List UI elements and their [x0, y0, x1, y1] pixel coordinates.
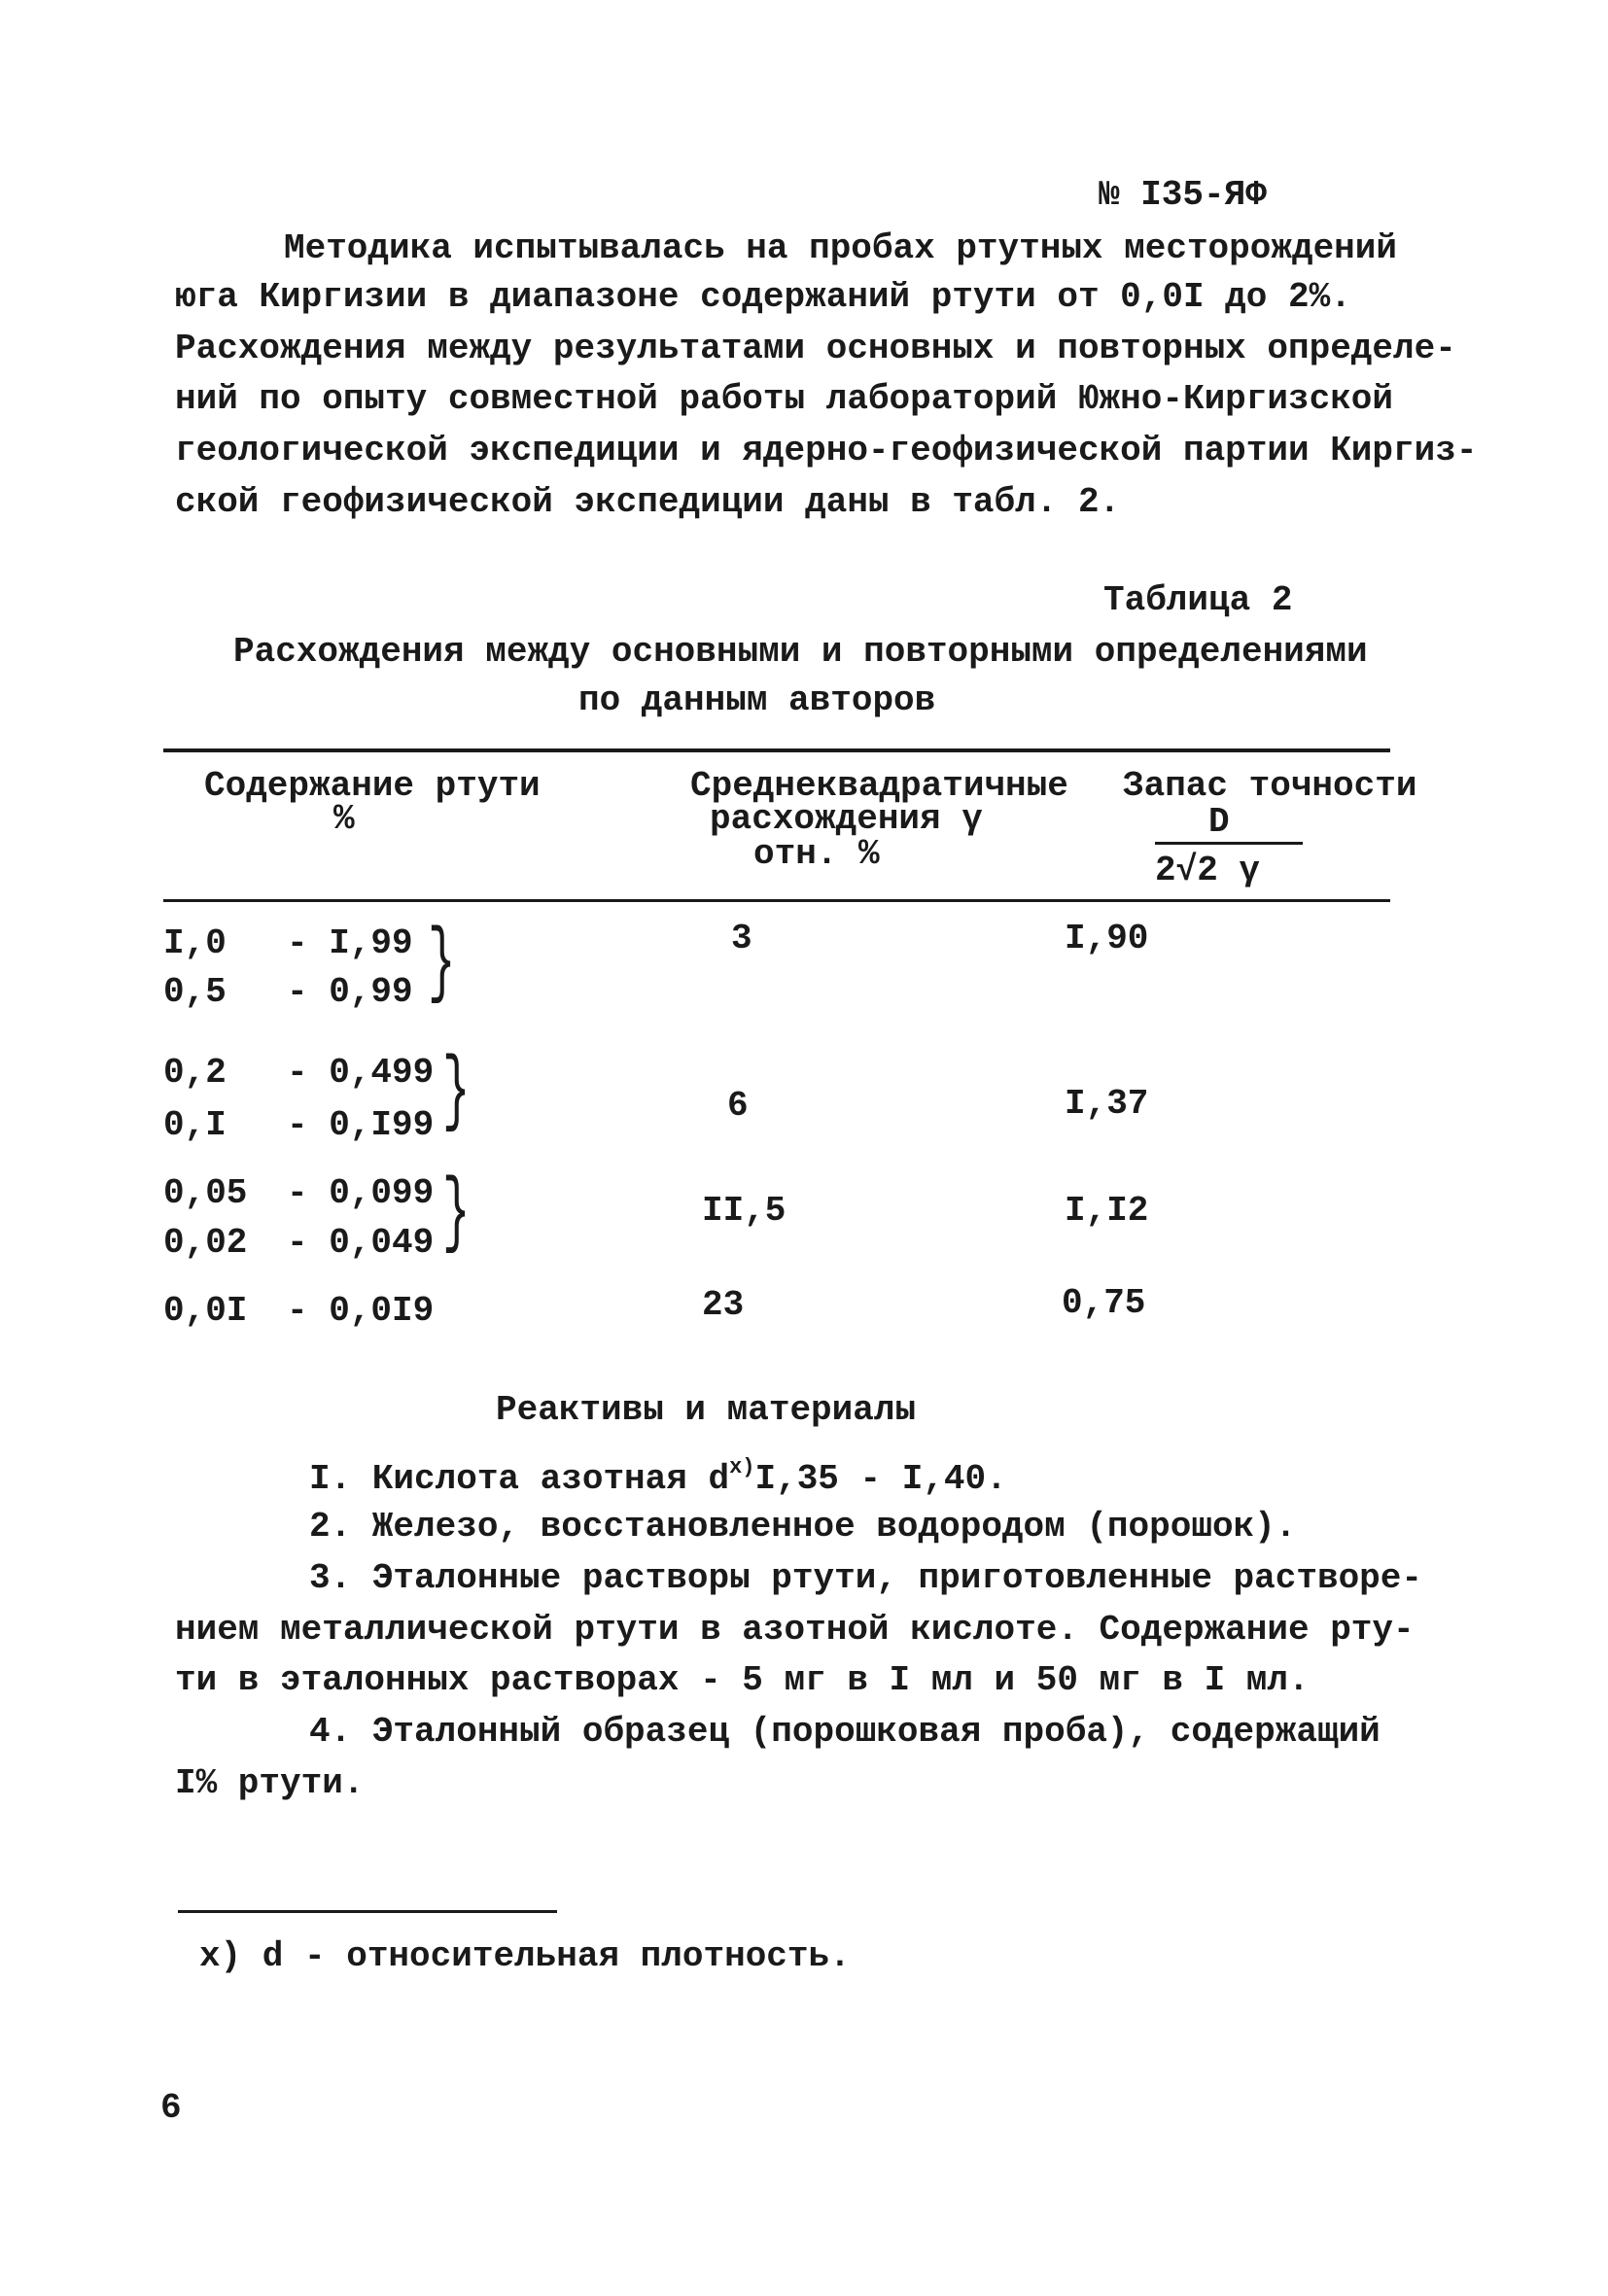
reserve-value: 0,75: [1062, 1283, 1146, 1323]
intro-line: геологической экспедиции и ядерно-геофизической партии Киргиз-: [175, 431, 1478, 470]
range-to: - 0,049: [287, 1223, 435, 1263]
reserve-value: I,90: [1065, 919, 1149, 958]
reagent-item-text: I,35 - I,40.: [754, 1459, 1007, 1499]
reagent-item: [309, 1455, 1007, 1499]
page-number: 6: [160, 2088, 182, 2128]
table-top-rule: [163, 748, 1390, 752]
intro-line: юга Киргизии в диапазоне содержаний ртути от 0,0I до 2%.: [175, 277, 1351, 317]
range-from: 0,02: [163, 1223, 248, 1263]
footnote-marker: x): [729, 1455, 755, 1479]
reagent-item-text: I. Кислота азотная d: [309, 1459, 730, 1499]
rms-value: 3: [731, 919, 752, 958]
header-rms-label: Среднеквадратичные: [690, 766, 1068, 806]
reagents-heading: Реактивы и материалы: [496, 1390, 917, 1430]
header-content-label: Содержание ртути: [204, 766, 541, 806]
range-brace: }: [428, 916, 456, 1011]
reagent-line: 3. Эталонные растворы ртути, приготовленные растворе-: [309, 1558, 1422, 1598]
rms-value: II,5: [702, 1191, 787, 1231]
range-from: I,0: [163, 923, 227, 963]
table-caption: Расхождения между основными и повторными определениями: [233, 632, 1368, 672]
header-reserve-label: Запас точности: [1123, 766, 1417, 806]
rms-value: 23: [702, 1285, 745, 1325]
footnote: x) d - относительная плотность.: [199, 1936, 851, 1976]
reagent-line: I% ртути.: [175, 1763, 365, 1803]
header-content-unit: %: [333, 799, 355, 839]
header-rms-unit: отн. %: [753, 834, 880, 874]
intro-line: ской геофизической экспедиции даны в табл. 2.: [175, 482, 1121, 522]
header-rms-label-2: расхождения γ: [710, 799, 983, 839]
table-label: Таблица 2: [1103, 580, 1293, 620]
rms-value: 6: [727, 1086, 749, 1126]
range-to: - 0,0I9: [287, 1291, 435, 1331]
range-to: - 0,099: [287, 1173, 435, 1213]
fraction-bar: [1155, 842, 1303, 845]
range-to: - I,99: [287, 923, 413, 963]
range-from: 0,I: [163, 1105, 227, 1145]
header-reserve-denominator: 2√2 γ: [1155, 851, 1261, 890]
reagent-line: ти в эталонных растворах - 5 мг в I мл и 50 мг в I мл.: [175, 1660, 1310, 1700]
reserve-value: I,37: [1065, 1084, 1149, 1124]
range-to: - 0,I99: [287, 1105, 435, 1145]
range-to: - 0,499: [287, 1053, 435, 1093]
reagent-line: 4. Эталонный образец (порошковая проба), содержащий: [309, 1712, 1381, 1752]
range-from: 0,05: [163, 1173, 248, 1213]
table-caption-line2: по данным авторов: [578, 680, 936, 720]
reserve-value: I,I2: [1065, 1191, 1149, 1231]
footnote-rule: [178, 1910, 557, 1913]
table-header-rule: [163, 899, 1390, 902]
intro-line: Методика испытывалась на пробах ртутных месторождений: [284, 228, 1397, 268]
range-from: 0,5: [163, 972, 227, 1012]
reagent-item: 2. Железо, восстановленное водородом (порошок).: [309, 1507, 1297, 1547]
range-to: - 0,99: [287, 972, 413, 1012]
intro-line: ний по опыту совместной работы лабораторий Южно-Киргизской: [175, 379, 1394, 419]
range-from: 0,0I: [163, 1291, 248, 1331]
document-number: № I35-ЯФ: [1099, 175, 1267, 215]
reagent-line: нием металлической ртути в азотной кислоте. Содержание рту-: [175, 1610, 1415, 1650]
intro-line: Расхождения между результатами основных и повторных определе-: [175, 329, 1456, 368]
range-brace: }: [442, 1044, 471, 1139]
range-brace: }: [442, 1165, 471, 1261]
header-reserve-numerator: D: [1208, 802, 1230, 842]
range-from: 0,2: [163, 1053, 227, 1093]
